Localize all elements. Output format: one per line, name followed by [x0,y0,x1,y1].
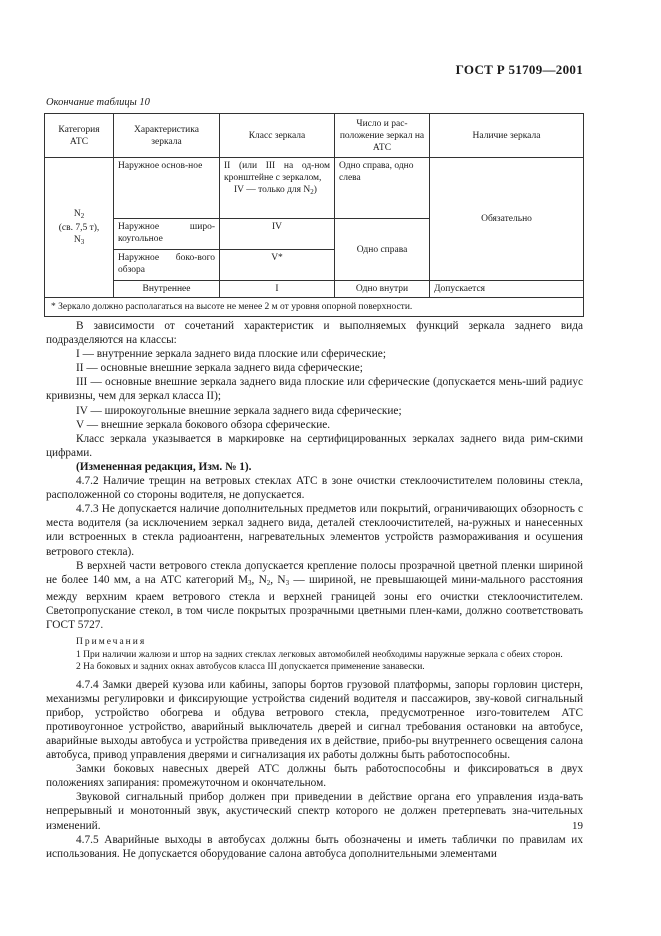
list-item-class-v: V — внешние зеркала бокового обзора сферические. [76,418,331,431]
col-header-presence: Наличие зеркала [430,114,584,158]
paragraph-4-7-2: 4.7.2 Наличие трещин на ветровых стеклах АТС в зоне очистки стеклоочистителем половины стекла, расположенной со стороны водителя, не допускается. [46,475,583,502]
class-iv-sub: 2 [310,188,314,196]
mirrors-table [44,113,584,317]
class-iv-end: ) [313,185,317,195]
paragraph-4-7-5: 4.7.5 Аварийные выходы в автобусах должны быть обозначены и иметь таблички по правилам их использования. Не допускается оборудование салона автобуса дополнительными элементами [46,833,583,860]
paragraph-classes-intro: В зависимости от сочетаний характеристик и выполняемых функций зеркала заднего вида подразделяются на классы: [46,320,583,347]
class-main-text: II (или III на од-ном кронштейне с зеркалом, [224,161,330,183]
characteristic-wide: Наружное широ-коугольное [114,219,220,250]
class-iv-text: IV — только для [234,185,302,195]
paragraph-side-door-locks: Замки боковых навесных дверей АТС должны быть работоспособны и фиксироваться в двух положениях запирания: промежуточном и окончательном. [46,763,583,790]
table-continuation-caption: Окончание таблицы 10 [46,97,150,108]
list-item-class-iv: IV — широкоугольные внешние зеркала заднего вида сферические; [76,404,402,417]
table-header-row [45,114,584,158]
class-wide: IV [220,219,335,250]
film-sub-n3: 3 [285,578,290,587]
page-number: 19 [572,820,583,832]
count-main: Одно справа, одно слева [335,158,430,219]
category-n3: N [73,234,81,245]
category-n3-sub: 3 [80,237,85,246]
category-n2-sub: 2 [80,211,85,220]
revision-note: (Измененная редакция, Изм. № 1). [76,460,252,473]
list-item-class-i: I — внутренние зеркала заднего вида плоские или сферические; [76,348,386,361]
characteristic-main: Наружное основ-ное [114,158,220,219]
class-internal: I [220,281,335,298]
film-text-g: — шириной, не превышающей мини-мального расстояния между верхним краем ветрового стекла и верхней границей зоны его очистки стеклоочистителем. Светопропускание стекол, в том числе покрытых прозрачными цветными плен-ками, должно соответствовать ГОСТ 5727. [46,573,583,631]
film-sub-m3: 3 [248,578,252,587]
standard-header: ГОСТ Р 51709—2001 [455,62,583,77]
film-text-c: , N [251,573,267,586]
col-header-class: Класс зеркала [220,114,335,158]
paragraph-4-7-4: 4.7.4 Замки дверей кузова или кабины, запоры бортов грузовой платформы, запоры горловин цистерн, механизмы регулировки и фиксирующие устройства сидений водителя и пассажиров, зву-ковой сигнальный прибор, устройство обогрева и обдува ветрового стекла, предусмотренное изго-товителем АТС противоугонное устройство, аварийный выключатель дверей и сигнал требования остановки на автобусе, аварийные выходы автобуса и устройства приведения их в действие, прибо-ры внутреннего освещения салона автобуса, привод управления дверями и сигнализация их работы должны быть работоспособны. [46,678,583,762]
class-main: II (или III на од-ном кронштейне с зеркалом, IV — только для $N_2$) [220,158,335,219]
presence-allowed: Допускается [430,281,584,298]
body-text-upper [46,319,583,861]
col-header-category: Категория АТС [45,114,114,158]
category-n2: N [73,208,81,219]
count-internal: Одно внутри [335,281,430,298]
characteristic-internal: Внутреннее [114,281,220,298]
film-text-e: , N [270,573,286,586]
paragraph-marking: Класс зеркала указывается в маркировке на сертифицированных зеркалах заднего вида рим-скими цифрами. [46,432,583,459]
paragraph-sound-signal: Звуковой сигнальный прибор должен при приведении в действие органа его управления изда-вать непрерывный и монотонный звук, акустический спектр которого не должен претерпевать зна-чительных изменений. [46,791,583,832]
presence-required: Обязательно [430,158,584,281]
film-text-a: В верхней части ветрового стекла допускается крепление полосы прозрачной цветной пленки шириной не более 140 мм, а на АТС категорий M [46,559,583,586]
table-footnote: * Зеркало должно располагаться на высоте не менее 2 м от уровня опорной поверхности. [45,298,584,317]
list-item-class-ii: II — основные внешние зеркала заднего вида сферические; [76,362,363,375]
table-row [45,158,584,219]
film-sub-n2: 2 [266,578,271,587]
count-right: Одно справа [335,219,430,281]
note-2: 2 На боковых и задних окнах автобусов класса III допускается применение занавески. [76,662,425,673]
table-footnote-row [45,298,584,317]
characteristic-side: Наружное боко-вого обзора [114,250,220,281]
table-row [45,281,584,298]
category-range: (св. 7,5 т), [58,222,100,233]
paragraph-film [46,559,583,632]
class-side: V* [220,250,335,281]
list-item-class-iii: III — основные внешние зеркала заднего вида плоские или сферические (допускается мень-ший радиус кривизны, чем для зеркал класса II); [46,376,583,403]
category-cell [45,158,114,298]
col-header-count: Число и рас-положение зеркал на АТС [335,114,430,158]
note-1: 1 При наличии жалюзи и штор на задних стеклах легковых автомобилей необходимы наружные зеркала с обеих сторон. [76,649,563,660]
col-header-characteristic: Характеристика зеркала [114,114,220,158]
notes-title: Примечания [76,637,147,648]
paragraph-4-7-3: 4.7.3 Не допускается наличие дополнительных предметов или покрытий, ограничивающих обзорность с места водителя (за исключением зеркал заднего вида, деталей стеклоочистителей, на-ружных и нанесенных или встроенных в стекла радиоантенн, нагревательных элементов устройств размораживания и осушения ветрового стекла). [46,503,583,558]
